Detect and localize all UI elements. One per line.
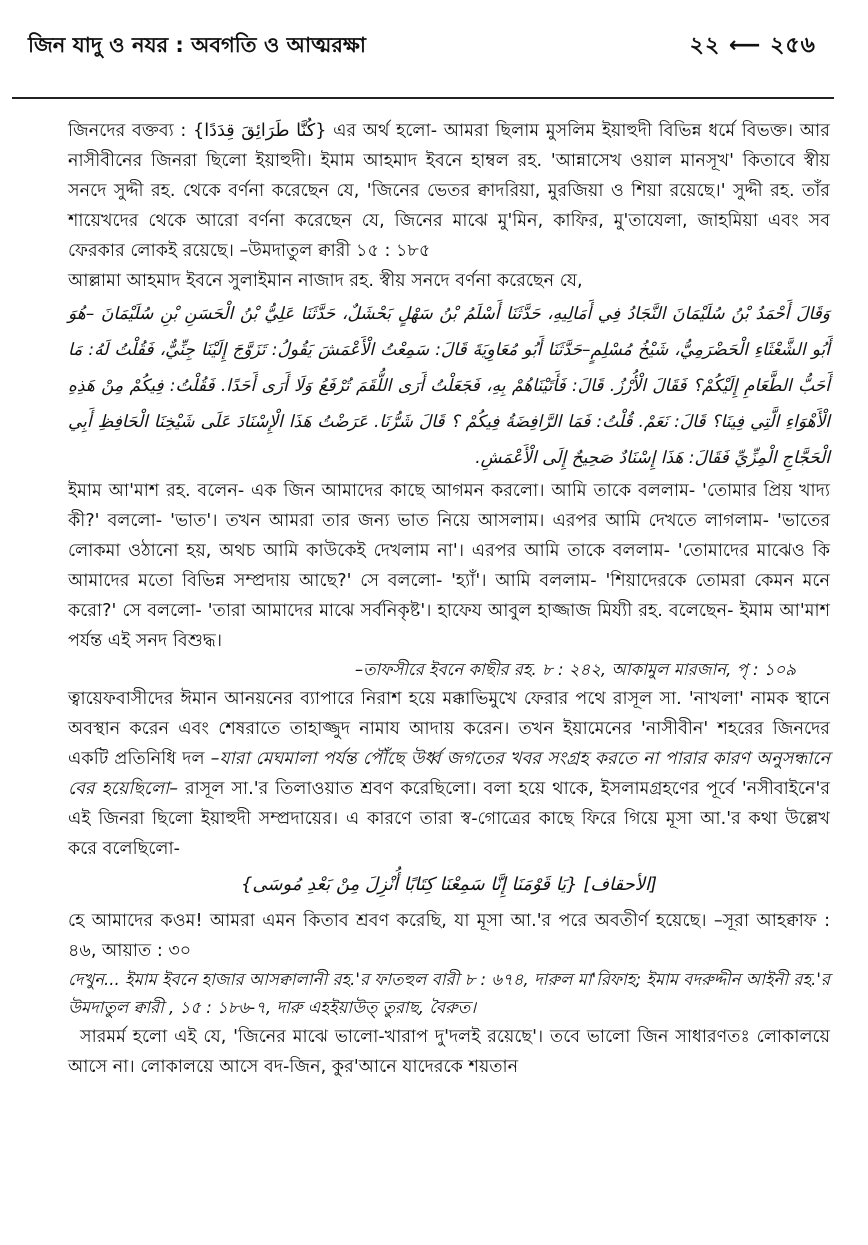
header-divider: [12, 97, 834, 99]
reference-ibn-kathir: –তাফসীরে ইবনে কাছীর রহ. ৮ : ২৪২, আকামুল মারজান, পৃ : ১০৯: [354, 660, 796, 679]
paragraph-jinn-sects: জিনদের বক্তব্য : {كُنَّا طَرَائِقَ قِدَدًا} এর অর্থ হলো- আমরা ছিলাম মুসলিম ইয়াহুদী বিভিন্ন ধর্মে বিভক্ত। আর নাসীবীনের জিনরা ছিলো ইয়াহুদী। ইমাম আহমাদ ইবনে হাম্বল রহ. 'আন্নাসেখ ওয়াল মানসূখ' কিতাবে স্বীয় সনদে সুদ্দী রহ. থেকে বর্ণনা করেছেন যে, 'জিনের ভেতর ক্বাদরিয়া, মুরজিয়া ও শিয়া রয়েছে।' সুদ্দী রহ. তাঁর শায়েখদের থেকে আরো বর্ণনা করেছেন যে, জিনের মাঝে মু'মিন, কাফির, মু'তাযেলা, জাহমিয়া এবং সব ফেরকার লোকই রয়েছে। –উমদাতুল ক্বারী ১৫ : ১৮৫: [68, 121, 830, 261]
nakhla-text-start: ত্বায়েফবাসীদের ঈমান আনয়নের ব্যাপারে নিরাশ হয়ে মক্কাভিমুখে ফেরার পথে রাসূল সা. 'নাখলা' নামক স্থানে অবস্থান করেন এবং শেষরাতে তাহাজ্জুদ নামায আদায় করেন। তখন ইয়ামেনের 'নাসীবীন' শহরের জিনদের একটি প্রতিনিধি দল: [68, 689, 830, 769]
paragraph-summary: সারমর্ম হলো এই যে, 'জিনের মাঝে ভালো-খারাপ দু'দলই রয়েছে'। তবে ভালো জিন সাধারণতঃ লোকালয়ে আসে না। লোকালয়ে আসে বদ-জিন, কুর'আনে যাদেরকে শয়তান: [68, 1027, 830, 1077]
nakhla-text-end: রাসূল সা.'র তিলাওয়াত শ্রবণ করেছিলো। বলা হয়ে থাকে, ইসলামগ্রহণের পূর্বে 'নসীবাইনে'র এই জিনরা ছিলো ইয়াহুদী সম্প্রদায়ের। এ কারণে তারা স্ব-গোত্রের কাছে ফিরে গিয়ে মূসা আ.'র কথা উল্লেখ করে বলেছিলো-: [68, 779, 830, 859]
paragraph-najjad-intro: আল্লামা আহমাদ ইবনে সুলাইমান নাজাদ রহ. স্বীয় সনদে বর্ণনা করেছেন যে,: [68, 271, 583, 291]
running-header: [28, 26, 816, 66]
page-body: [68, 116, 830, 1082]
paragraph-nakhla: [68, 684, 830, 864]
nakhla-text-italic: –যারা মেঘমালা পর্যন্ত পৌঁছে উর্ধ্ব জগতের খবর সংগ্রহ করতে না পারার কারণ অনুসন্ধানে বের হয়েছিলো–: [68, 749, 830, 799]
reference-fathul-bari: দেখুন... ইমাম ইবনে হাজার আসক্বালানী রহ.'র ফাতহুল বারী ৮ : ৬৭৪, দারুল মা'রিফাহ; ইমাম বদরুদ্দীন আইনী রহ.'র উমদাতুল ক্বারী , ১৫ : ১৮৬-৭, দারু এহইয়াউত্ তুরাছ, বৈরুত।: [68, 970, 830, 1017]
arabic-narration: وَقَالَ أَحْمَدُ بْنُ سُلَيْمَانَ النَّجَادُ فِي أَمَالِيهِ، حَدَّثَنَا أَسْلَمُ بْنُ سَهْلٍ بَحْشَلٌ، حَدَّثَنَا عَلِيُّ بْنُ الْحَسَنِ بْنِ سُلَيْمَانَ –هُوَ أَبُو الشَّعْثَاءِ الْحَضْرَمِيُّ، شَيْخُ مُسْلِمٍ–حَدَّثَنَا أَبُو مُعَاوِيَةَ قَالَ: سَمِعْتُ الْأَعْمَشَ يَقُولُ: تَزَوَّجَ إِلَيْنَا جِنِّيٌّ، فَقُلْتُ لَهُ: مَا أَحَبُّ الطَّعَامِ إِلَيْكُمْ؟ فَقَالَ الْأُرْزُ. قَالَ: فَأَتَيْنَاهُمْ بِهِ، فَجَعَلْتُ أَرَى اللُّقَمَ تُرْفَعُ وَلَا أَرَى أَحَدًا. فَقُلْتُ: فِيكُمْ مِنْ هَذِهِ الْأَهْوَاءِ الَّتِي فِينَا؟ قَالَ: نَعَمْ. قُلْتُ: فَمَا الرَّافِضَةُ فِيكُمْ ؟ قَالَ شَرُّنَا. عَرَضْتُ هَذَا الْإِسْنَادَ عَلَى شَيْخِنَا الْحَافِظِ أَبِي الْحَجَّاجِ الْمِزِّيِّ فَقَالَ: هَذَا إِسْنَادٌ صَحِيحٌ إِلَى الْأَعْمَشِ.: [68, 304, 830, 468]
paragraph-verse-translation: হে আমাদের কওম! আমরা এমন কিতাব শ্রবণ করেছি, যা মূসা আ.'র পরে অবতীর্ণ হয়েছে। –সূরা আহক্বাফ : ৪৬, আয়াত : ৩০: [68, 911, 830, 961]
paragraph-amash-story: ইমাম আ'মাশ রহ. বলেন- এক জিন আমাদের কাছে আগমন করলো। আমি তাকে বললাম- 'তোমার প্রিয় খাদ্য কী?' বললো- 'ভাত'। তখন আমরা তার জন্য ভাত নিয়ে আসলাম। এরপর আমি দেখতে লাগলাম- 'ভাতের লোকমা ওঠানো হয়, অথচ আমি কাউকেই দেখলাম না'। এরপর আমি তাকে বললাম- 'তোমাদের মাঝেও কি আমাদের মতো বিভিন্ন সম্প্রদায় আছে?' সে বললো- 'হ্যাঁ'। আমি বললাম- 'শিয়াদেরকে তোমরা কেমন মনে করো?' সে বললো- 'তারা আমাদের মাঝে সর্বনিকৃষ্ট'। হাফেয আবুল হাজ্জাজ মিয্যী রহ. বলেছেন- ইমাম আ'মাশ পর্যন্ত এই সনদ বিশুদ্ধ।: [68, 481, 830, 651]
book-title: জিন যাদু ও নযর : অবগতি ও আত্মরক্ষা: [28, 32, 367, 57]
page-number: ২২ ⟵ ২৫৬: [689, 32, 816, 58]
arabic-quran-verse: {يَا قَوْمَنَا إِنَّا سَمِعْنَا كِتَابًا أُنْزِلَ مِنْ بَعْدِ مُوسَى} [الأحقاف]: [240, 874, 658, 895]
